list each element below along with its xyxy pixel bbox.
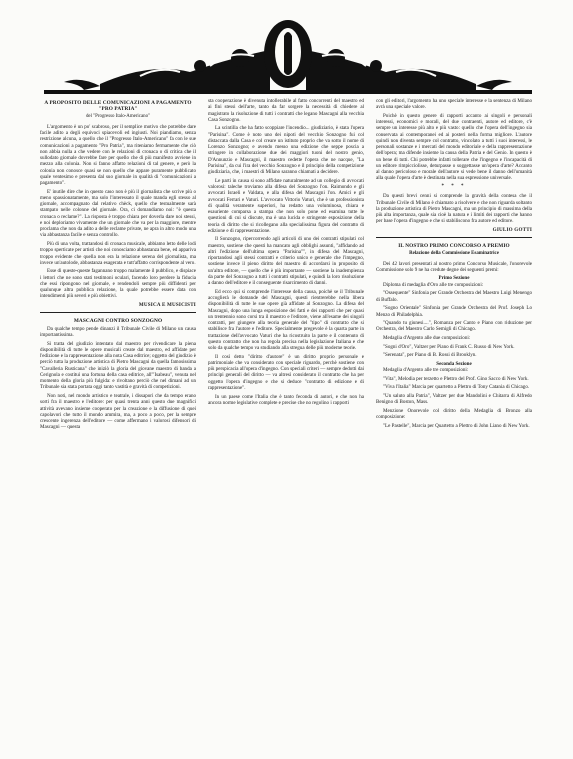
header-ornament bbox=[40, 6, 536, 96]
paragraph: La scintilla che ha fatto scoppiare l'incendio... giudiziario, è stata l'opera "Parisina". Come è noto uno dei nipoti del vecchio Sonzogno fui col distaccata dalla Casa e col creare un istituto proprio che va sotto il nome di Lorenzo Sonzogno; e avendo messo una edizione che seppe poscia a stringere in collaborazione due dei maggiori tuoni del nostro genio, D'Annunzio e Mascagni, il maestro cedette l'opera che ne nacque, "La Parisina", da cui l'ira del vecchio Sonzogno e il principio della competizione giudiziaria, che, i maestri di Milano saranno chiamati a decidere. bbox=[208, 125, 364, 176]
list-item: "Le Pastelle", Marcia per Quartetto a Plettro di John Liano di New York. bbox=[383, 422, 530, 429]
prize-description: Diploma di medaglia d'Oro alle tre composizioni: bbox=[383, 281, 484, 288]
paragraph: Da questi brevi cenni si comprende la gravità della contesa che il Tribunale Civile di Milano è chiamato a risolvere e che non riguarda soltanto la produzione artistica di Pietro Mascagni, ma un principio di massima della più alta importanza, quale sia cioè la natura e i limiti dei rapporti che hanno per base l'opera d'ingegno e che si stabiliscono fra autore ed editore. bbox=[376, 193, 532, 225]
prize-description: Medaglia d'Argento alle tre composizioni: bbox=[383, 367, 469, 374]
paragraph: Si tratta del giudizio intentato dal maestro per rivendicare la piena disponibilità di tutte le opere musicali create dal maestro, ed affidate per l'edizione e la rappresentazione alla nota Casa editrice; oggetto del giudizio è perciò tutta la produzione artistica di Pietro Mascagni da quella famosissima "Cavalleria Rusticana" che iniziò la gloria del giovane maestro di banda a Cerignola e costituì una fortuna della casa editrice, all'"Isabeau", venuta nel momento della gloria più fulgida: e rivoltano perciò che nel dimani ad un Tribunale sia stata portata oggi tanto vastità e gravità di competizioni. bbox=[40, 340, 196, 391]
article-heading: IL NOSTRO PRIMO CONCORSO A PREMIO bbox=[398, 243, 510, 250]
paragraph: E' inutile dire che in questo caso non è più il giornalista che scrive più o meno spassionatamente, ma solo l'interessato il quale manda egli stesso al giornale, accompagnato dal relativo chèck, quello che testualmente sarà stampato nelle colonne del giornale. Ora, ci domandiamo noi: "è questa cronaca o reclame?". La risposta è troppo chiara per doverla dare noi stessi, e noi deploriamo vivamente che un giornale che va per la maggiore, mentre proclama che non da adito a delle reclame private, ne apra in altro modo una via abbastanza facile e senza controllo. bbox=[40, 188, 196, 239]
article-signature: GIULIO GOTTI bbox=[492, 226, 532, 233]
paragraph: Esse di queste-queste fagannano troppo malamente il pubblico, e dispiace i lettori che ne sono stati testimoni oculari, facendo loro perdere la fiducia che essi ripongono nel giornale, e rendendoli sempre più diffidenti per qualunque altra pubblica relazione, la quale potrebbe essere data con intendimenti più severi e più obiettivi. bbox=[40, 268, 196, 300]
column-3 bbox=[376, 98, 532, 748]
list-item: "Sogni d'Oro", Valtzer per Piano di Frank C. Russo di New York. bbox=[383, 343, 515, 350]
paragraph: In un paese come l'Italia che è tanto feconda di autori, e che non ha ancora norme legislative complete e precise che no regolino i rapporti bbox=[208, 393, 364, 406]
column-2 bbox=[208, 98, 364, 748]
paragraph: Non noti, nel mondo artistico e teatrale, i dissapori che da tempo erano sorti fra il maestro e l'editore: per quasi trenta anni questo due magnifici attività avevano insieme cooperato per la creazione e la diffusione di quei capolavori che tutto il mondo ammira, ma, a poco a poco, per la sempre crescente ingerenza dell'editore — come affermano i valorosi difensori di Mascagni — questa bbox=[40, 393, 196, 431]
article-subheading: Relazione della Commissione Esaminatrice bbox=[409, 250, 499, 256]
article-heading: MASCAGNI CONTRO SONZOGNO bbox=[73, 318, 163, 325]
section-stars: * * * bbox=[441, 184, 467, 190]
list-item: "Quando tu giunesi....", Romanza per Canto e Piano con riduzione per Orchestra, del Maestro Carlo Semigli di Chicago. bbox=[376, 320, 532, 333]
section-divider bbox=[376, 237, 532, 238]
paragraph: Più di una volta, trattandosi di cronaca musicale, abbiamo letto delle lodi troppo sperticate per artisti che noi conosciamo abbastanza bene, ed appariva troppo evidente che quella non era la relazione serena del giornalista, ma invece un'autolode, abbastanza esagerata e tutt'affatto corrispondente al vero. bbox=[40, 241, 196, 266]
column-1 bbox=[40, 98, 196, 748]
paragraph: Ed ecco qui si comprende l'interesse della causa, poichè se il Tribunale accoglierà le domande del Mascagni, questi rientrerebbe nella libera disponibilità di tutte le sue opere già affidate al Sonzogno. La difesa del Mascagni, dopo una lunga esposizione dei fatti e dei rapporti che per quasi un trentennio sono corsi tra il maestro e l'editore, viene all'esame dei singoli contratti, per giungere alla teoria generale del "tipo" di contratto che si stabilisce fra l'autore e l'editore. Specialmente pregevole è la quarta parte in trattazione dell'avvocato Vaturi che ha ricostruito la parte e il contenuto di questo contratto che non ha regola precisa nella legislazione Italiana e che solo da qualche tempo va studiando alla stregua delle più moderne teorie. bbox=[208, 288, 364, 352]
article-signature: MUSICA E MUSICISTI bbox=[138, 302, 196, 309]
list-item: "Vita", Melodia per terzetto e Plettro del Prof. Gino Sacco di New York. bbox=[383, 375, 529, 382]
prize-section-title: Primo Sezione bbox=[438, 275, 470, 282]
prize-section-title: Seconda Sezione bbox=[436, 360, 472, 367]
list-item: "Sogno Orientale" Sinfonia per Grande Orchestra del Prof. Joseph Lo Menzo di Philadelphia. bbox=[376, 305, 532, 318]
list-item: "Un saluto alla Patria", Valtzer per due Mandolini e Chitarra di Alfredo Benigno di Boston, Mass. bbox=[376, 393, 532, 406]
prize-description: Medaglia d'Argento alle due composizioni: bbox=[383, 335, 471, 342]
paragraph: con gli editori, l'argomento ha uno speciale interesse e la sentenza di Milano avrà una speciale valore. bbox=[376, 98, 532, 111]
paragraph: Dei 42 lavori presentati al nostro primo Concorso Musicale, l'onorevole Commissione solo 9 ne ha credute degne dei seguenti premi: bbox=[376, 260, 532, 273]
paragraph: sta cooperazione è divenuta intollerabile al fatto concorrenti del maestro ed ai fini stessi dell'arte, tanto da far sorgere la necessità di chiedere al magistrato la risoluzione di tutti i contratti che legano Mascagni alla vecchia Casa Sonzogno. bbox=[208, 98, 364, 123]
paragraph: Le parti in causa si sono affidate naturalmente ad un collegio di avvocati valorosi: taleche troviamo alla difesa del Sonzogno l'on. Raimondo e gli avvocati Israeli e Valdata, e alla difesa del Mascagni l'on. Amici e gli avvocati Ferrari e Vaturi. L'avvocato Vittorio Vaturi, che è un professionista di qualità veramente superiori, ha redatto una voluminosa, chiara e esauriente comparsa a stampa che non solo pone ed esamina tutte le questioni di cui si discute, ma è una lucida e stringente esposizione della teoria di diritto che si ricollegano alla specialissima figura del contratto di edizione e di rappresentazione. bbox=[208, 177, 364, 234]
paragraph: Da qualche tempo pende dinanzi il Tribunale Civile di Milano un causa importantissima. bbox=[40, 325, 196, 339]
article-subheading: del "Progresso Italo-Americano" bbox=[85, 113, 151, 119]
list-item: Menzione Onorevole col diritto della Medaglia di Bronzo alla composizione: bbox=[376, 408, 532, 421]
article-heading: A PROPOSITO DELLE COMUNICAZIONI A PAGAMENTO "PRO PATRIA" bbox=[44, 100, 192, 113]
paragraph: L'argomento è un po' scabroso, per il semplice motivo che potrebbe dare facile adito a degli equivoci spiacevoli ed ingiusti. Noi piandiamo, senza restrizione alcuna, a quello che il "Progresso Italo-Americano" fa con le sue comunicazioni a pagamento "Pro Patria", ma riteniamo fermamente che ciò non abbia nulla a che vedere con le relazioni di cronaca o di critica che il sullodato giornale dovrebbe fare per quello che di più manifesto avviene in mezzo alla colonia. Non si fanno affatto relazioni di tal genere, e però la colonia non conosce quasi se non quello che appare puramente pubblicato quale ventesimo e presenta dal suo giornale in qualità di "comunicazioni a pagamento". bbox=[40, 123, 196, 187]
list-item: "Ossequente" Sinfonia per Grande Orchestra del Maestro Luigi Menengo di Buffalo. bbox=[376, 290, 532, 303]
paragraph: Poichè in questo genere di rapporti accanto ai singoli e personali interessi, economici e morali, del due contraenti, autore ed editore, c'è sempre un interesse più alto e più vasto: quello che l'opera dell'ingegno sia conservata ai contemporanei ed ai posteri nella forma migliore. L'autore quindi non diventa sempre col contratto, vincolato a tutti i suoi interessi, le personali sostanze e i mercati del mondo editoriale e della rappresentazione dell'opera; ma difende insieme la causa della Patria e del Genio. In questo è un bene di tutti. Chi potrebbe infatti tollerare che l'ingegno e l'incapacità di un editore rimpicciolisse, deturpasse o soggettasse un'opera d'arte? Accanto al danno pericoloso e morale dell'autore si vede bene il danno dell'umanità alla quale l'opera d'arte è destinata nella sua espressione universale. bbox=[376, 112, 532, 182]
paragraph: Il così detto "diritto d'autore" è un diritto proprio personale e patrimoniale che va considerato con speciale riguardo, perchè sostiene con più perspicacia all'opera d'ingegno. Con speciali criteri — sempre dedotti dai principi generali del diritto — va altresì considerato il contratto che ha per oggetto l'opera d'ingegno e che si deduce "contratto di edizione e di rappresentazione". bbox=[208, 353, 364, 391]
paragraph: Il Sonzogno, ripercorrendo agli articoli di uno dei contratti stipulati col maestro, sostiene che questi ha mancato agli obblighi assunti, "affidando ad altri l'edizione dell'ultima opera "Parisina"", in difesa del Mascagni, riportandosi agli stessi contratti e criterio unico e generale che l'impegno, sostiene invece il pieno diritto del maestro di accordarsi in proposito di un'altra editore, — quello che è più importante — sostiene la inadempienza da parte del Sonzogno a tutti i contratti stipulati, e quindi la loro risoluzione a danno dell'editore e il conseguente risarcimento di danni. bbox=[208, 236, 364, 287]
list-item: "Viva l'Italia" Marcia per quartetto a Plettro di Tony Catania di Chicago. bbox=[383, 384, 530, 391]
list-item: "Serenata", per Piano di B. Rossi di Brooklyn. bbox=[383, 352, 477, 359]
section-divider bbox=[40, 312, 196, 313]
